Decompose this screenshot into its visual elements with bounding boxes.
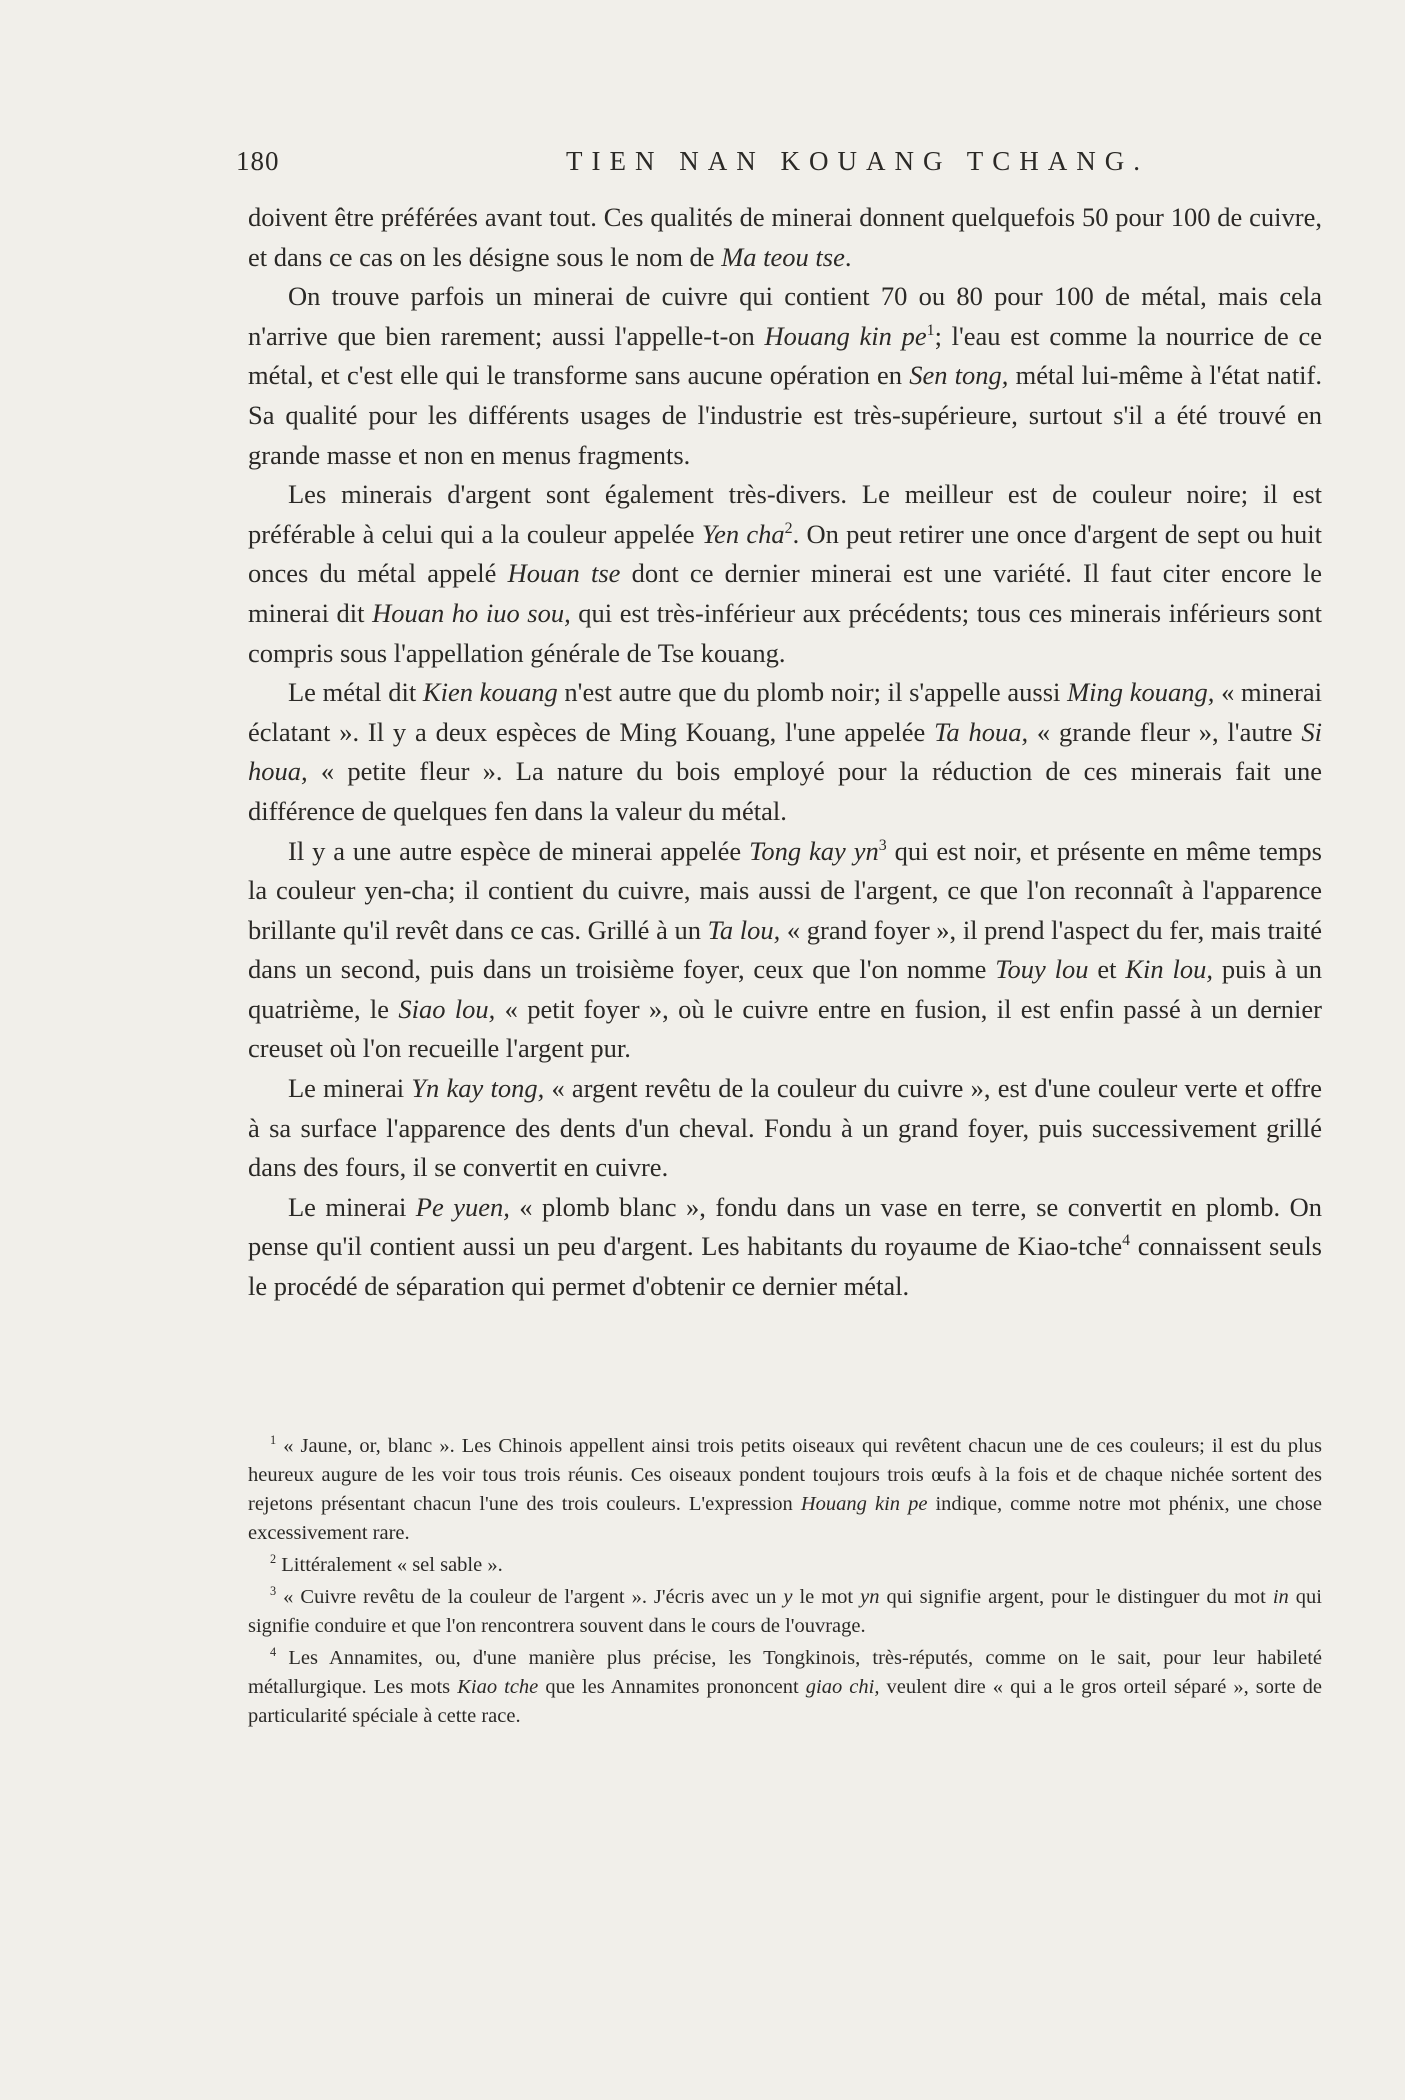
paragraph (248, 832, 1322, 1070)
italic-term: in (1272, 1586, 1289, 1608)
footnotes (248, 1432, 1322, 1734)
italic-term: Touy lou (995, 954, 1089, 985)
italic-term: Si houa, (248, 716, 1322, 787)
italic-term: Kien kouang (422, 677, 558, 708)
text-run: qui est noir, et présente en même temps la couleur yen-cha; il contient du cuivre, mais aussi de l'argent, ce que l'on reconnaît à l'apparence brillante qu'il revêt dans ce cas. Grillé à un (248, 835, 1322, 945)
footnote-number: 2 (270, 1552, 277, 1567)
italic-term: Ma teou tse (721, 241, 845, 272)
text-run: « plomb blanc », fondu dans un vase en terre, se convertit en plomb. On pense qu'il contient aussi un peu d'argent. Les habitants du royaume de Kiao-tche (248, 1191, 1323, 1262)
paragraph (248, 277, 1322, 475)
main-text (248, 198, 1322, 1307)
text-run: qui est très-inférieur aux précédents; tous ces minerais inférieurs sont compris sous l'appellation générale de Tse kouang. (248, 597, 1322, 668)
text-run: . (844, 241, 852, 272)
text-run: veulent dire « qui a le gros orteil séparé », sorte de particularité spéciale à cette race. (248, 1676, 1323, 1727)
page-number: 180 (236, 146, 280, 176)
footnote (248, 1644, 1322, 1731)
footnote (248, 1583, 1322, 1641)
italic-term: y (783, 1586, 793, 1608)
italic-term: Ta houa, (934, 716, 1029, 747)
footnote-ref: 1 (926, 321, 935, 339)
italic-term: Kiao tche (457, 1676, 539, 1698)
footnote (248, 1551, 1322, 1580)
italic-term: Yen cha (701, 518, 785, 549)
text-run: « petit foyer », où le cuivre entre en fusion, il est enfin passé à un dernier creuset où l'on recueille l'argent pur. (248, 993, 1322, 1064)
footnote-ref: 3 (878, 836, 887, 854)
italic-term: Houan ho iuo sou, (372, 597, 571, 628)
italic-term: Kin lou, (1125, 954, 1213, 985)
italic-term: Sen tong, (909, 360, 1009, 391)
italic-term: Houang kin pe (800, 1493, 928, 1515)
text-run: et (1088, 954, 1126, 985)
running-title: TIEN NAN KOUANG TCHANG. (566, 146, 1149, 176)
italic-term: Pe yuen, (415, 1191, 510, 1222)
paragraph (248, 198, 1322, 277)
italic-term: Houang kin pe (764, 320, 927, 351)
text-run: qui signifie argent, pour le distinguer du mot (879, 1586, 1273, 1608)
text-run: Le minerai (288, 1191, 416, 1222)
text-run: n'est autre que du plomb noir; il s'appelle aussi (557, 677, 1068, 708)
text-run: ; l'eau est comme la nourrice de ce métal, et c'est elle qui le transforme sans aucune opération en (248, 320, 1322, 391)
text-run: « grande fleur », l'autre (1028, 716, 1302, 747)
text-run: métal lui-même à l'état natif. Sa qualité pour les différents usages de l'industrie est très-supérieure, surtout s'il a été trouvé en grande masse et non en menus fragments. (248, 360, 1322, 470)
text-run: connaissent seuls le procédé de séparation qui permet d'obtenir ce dernier métal. (248, 1231, 1322, 1302)
text-run: « minerai éclatant ». Il y a deux espèces de Ming Kouang, l'une appelée (248, 677, 1322, 747)
text-run: Les Annamites, ou, d'une manière plus précise, les Tongkinois, très-réputés, comme on le sait, pour leur habileté métallurgique. Les mots (248, 1647, 1322, 1698)
text-run: que les Annamites prononcent (538, 1676, 806, 1698)
footnote-ref: 2 (784, 519, 793, 537)
text-run: « grand foyer », il prend l'aspect du fer, mais traité dans un second, puis dans un troisième foyer, ceux que l'on nomme (248, 914, 1322, 985)
footnote-number: 1 (270, 1433, 277, 1448)
italic-term: Houan tse (507, 558, 621, 589)
text-run: Les minerais d'argent sont également très-divers. Le meilleur est de couleur noire; il est préférable à celui qui a la couleur appelée (248, 479, 1322, 549)
footnote-number: 3 (270, 1584, 277, 1599)
italic-term: giao chi, (805, 1676, 880, 1698)
text-run: On trouve parfois un minerai de cuivre qui contient 70 ou 80 pour 100 de métal, mais cela n'arrive que bien rarement; aussi l'appelle-t-on (248, 281, 1322, 351)
paragraph (248, 1188, 1322, 1307)
italic-term: Yn kay tong, (411, 1073, 545, 1104)
paragraph (248, 475, 1322, 673)
text-run: dont ce dernier minerai est une variété. Il faut citer encore le minerai dit (248, 558, 1322, 628)
text-run: « Jaune, or, blanc ». Les Chinois appellent ainsi trois petits oiseaux qui revêtent chacun une de ces couleurs; il est du plus heureux augure de les voir tous trois réunis. Ces oiseaux pondent toujours trois œufs à la fois et de chaque nichée sortent des rejetons présentant chacun l'une des trois couleurs. L'expression (248, 1435, 1322, 1515)
text-run: « Cuivre revêtu de la couleur de l'argent ». J'écris avec un (276, 1586, 784, 1608)
italic-term: Tong kay yn (749, 835, 879, 866)
footnote (248, 1432, 1322, 1548)
footnote-number: 4 (270, 1645, 277, 1660)
page-header (236, 146, 1326, 186)
text-run: Littéralement « sel sable ». (276, 1554, 503, 1576)
text-run: puis à un quatrième, le (248, 954, 1322, 1024)
italic-term: Siao lou, (398, 993, 496, 1024)
paragraph (248, 1069, 1322, 1188)
text-run: Il y a une autre espèce de minerai appelée (288, 835, 750, 866)
text-run: doivent être préférées avant tout. Ces qualités de minerai donnent quelquefois 50 pour 100 de cuivre, et dans ce cas on les désigne sous le nom de (248, 202, 1322, 272)
italic-term: Ming kouang, (1067, 677, 1215, 708)
text-run: Le minerai (288, 1073, 412, 1104)
text-run: indique, comme notre mot phénix, une chose excessivement rare. (248, 1493, 1322, 1544)
text-run: Le métal dit (288, 677, 423, 708)
text-run: « petite fleur ». La nature du bois employé pour la réduction de ces minerais fait une différence de quelques fen dans la valeur du métal. (248, 756, 1322, 826)
text-run: qui signifie conduire et que l'on rencontrera souvent dans le cours de l'ouvrage. (248, 1586, 1322, 1637)
italic-term: Ta lou, (707, 914, 781, 945)
text-run: « argent revêtu de la couleur du cuivre », est d'une couleur verte et offre à sa surface l'apparence des dents d'un cheval. Fondu à un grand foyer, puis successivement grillé dans des fours, il se convertit en cuivre. (248, 1073, 1323, 1183)
italic-term: yn (860, 1586, 880, 1608)
text-run: le mot (792, 1586, 861, 1608)
text-run: . On peut retirer une once d'argent de sept ou huit onces du métal appelé (248, 518, 1322, 589)
paragraph (248, 673, 1322, 831)
footnote-ref: 4 (1122, 1232, 1131, 1250)
